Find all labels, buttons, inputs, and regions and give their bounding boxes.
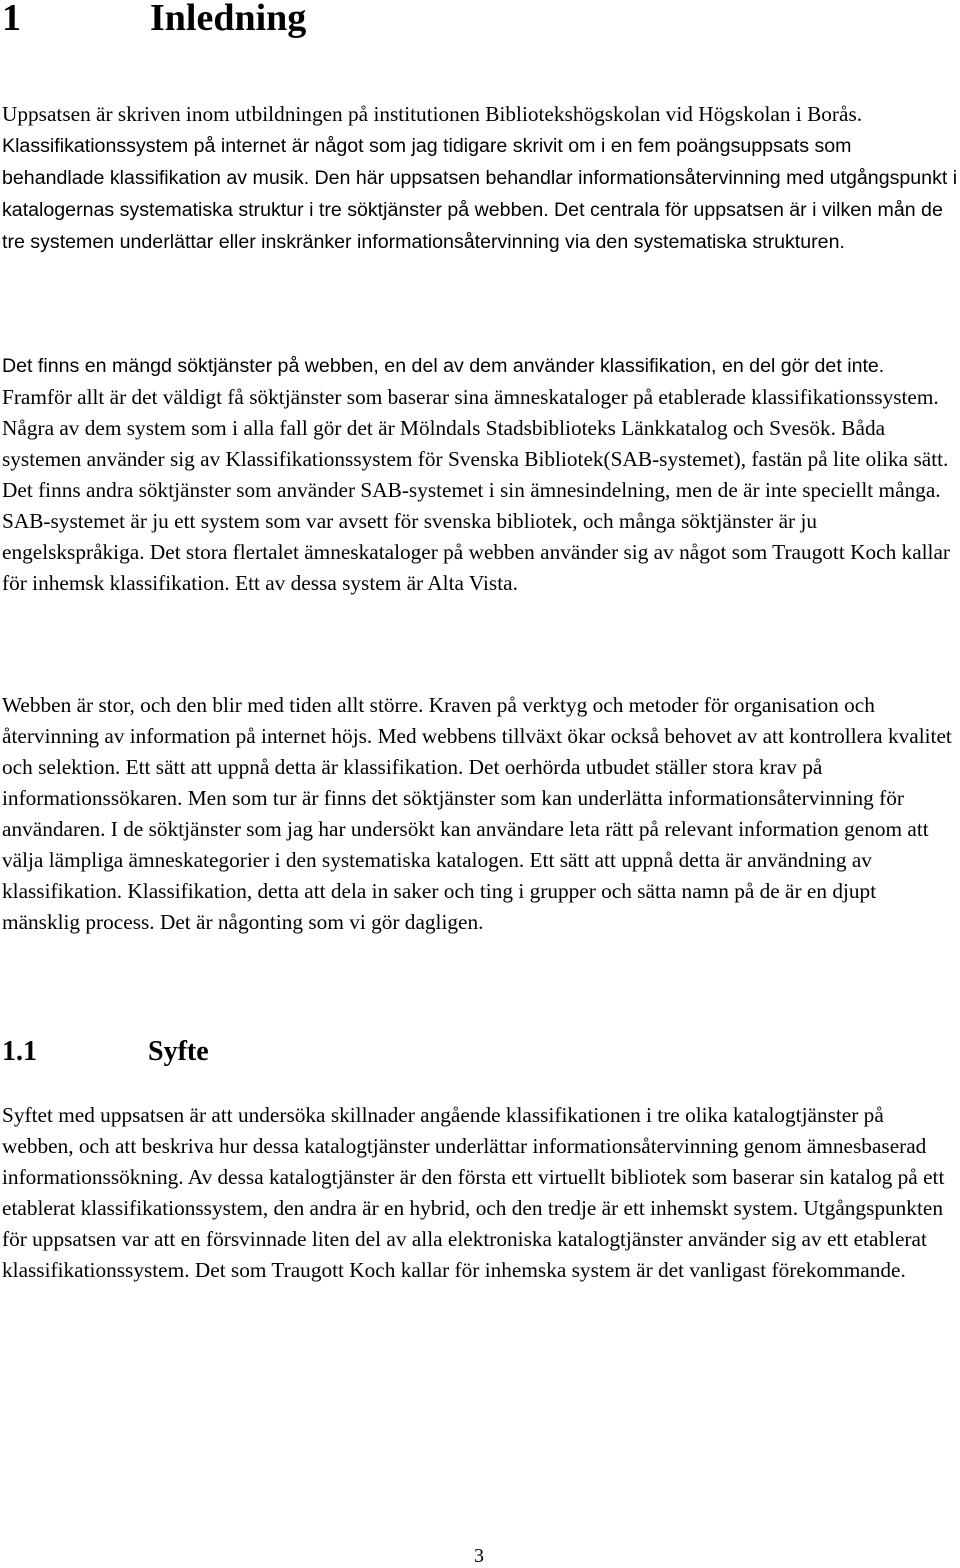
sentence: Men som tur är finns det söktjänster som kan underlätta informationsåtervinning för användaren. xyxy=(2,786,904,841)
sentence: Det oerhörda utbudet ställer stora krav på informationssökaren. xyxy=(2,755,823,810)
section-title: Syfte xyxy=(148,1036,209,1067)
paragraph-purpose xyxy=(2,1100,958,1286)
sentence: I de söktjänster som jag har undersökt kan användare leta rätt på relevant information genom att välja lämpliga ämneskategorier i den systematiska katalogen. xyxy=(2,817,929,872)
chapter-heading xyxy=(2,0,306,44)
sentence: Syftet med uppsatsen är att undersöka skillnader angående klassifikationen i tre olika katalogtjänster på webben, och att beskriva hur dessa katalogtjänster underlättar informationsåtervinning genom ämnesbaserad informationssökning. xyxy=(2,1103,927,1189)
sentence: Det är någonting som vi gör dagligen. xyxy=(159,910,484,934)
sentence: Framför allt är det väldigt få söktjänster som baserar sina ämneskataloger på etablerade klassifikationssystem. xyxy=(2,385,939,409)
sentence: SAB-systemet är ju ett system som var avsett för svenska bibliotek, och många söktjänster är ju engelskspråkiga. xyxy=(2,509,818,564)
sentence: Ett av dessa system är Alta Vista. xyxy=(235,571,518,595)
sentence: Båda systemen använder sig av Klassifikationssystem för Svenska Bibliotek(SAB-systemet), fastän på lite olika sätt. xyxy=(2,416,949,471)
sentence: Det centrala för uppsatsen är i vilken mån de tre systemen underlättar eller inskränker informationsåtervinning via den systematiska strukturen. xyxy=(2,199,943,253)
sentence: Det finns en mängd söktjänster på webben, en del av dem använder klassifikation, en del gör det inte. xyxy=(2,355,885,377)
sentence: Utgångspunkten för uppsatsen var att en försvinnade liten del av alla elektroniska katalogtjänster använder sig av ett etablerat klassifikationssystem. xyxy=(2,1196,943,1282)
sentence: Den här uppsatsen behandlar informationsåtervinning med utgångspunkt i katalogernas systematiska struktur i tre söktjänster på webben. xyxy=(2,167,958,221)
sentence: Uppsatsen är skriven inom utbildningen på institutionen Bibliotekshögskolan vid Högskolan i Borås. xyxy=(2,102,863,126)
sentence: Ett sätt att uppnå detta är användning av klassifikation. xyxy=(2,848,872,903)
sentence: Klassifikation, detta att dela in saker och ting i grupper och sätta namn på de är en djupt mänsklig process. xyxy=(2,879,877,934)
sentence: Det stora flertalet ämneskataloger på webben använder sig av något som Traugott Koch kallar för inhemsk klassifikation. xyxy=(2,540,951,595)
sentence: Ett sätt att uppnå detta är klassifikation. xyxy=(125,755,464,779)
section-heading xyxy=(2,1034,209,1070)
sentence: Det som Traugott Koch kallar för inhemska system är det vanligast förekommande. xyxy=(194,1258,906,1282)
sentence: Webben är stor, och den blir med tiden allt större. xyxy=(2,693,424,717)
page-number: 3 xyxy=(474,1545,484,1567)
paragraph-search-services xyxy=(2,350,958,599)
sentence: Det finns andra söktjänster som använder SAB-systemet i sin ämnesindelning, men de är inte speciellt många. xyxy=(2,478,941,502)
paragraph-intro xyxy=(2,99,958,258)
sentence: Några av dem system som i alla fall gör det är Mölndals Stadsbiblioteks Länkkatalog och Svesök. xyxy=(2,416,836,440)
sentence: Av dessa katalogtjänster är den första ett virtuellt bibliotek som baserar sin katalog på ett etablerat klassifikationssystem, den andra är en hybrid, och den tredje är ett inhemskt system. xyxy=(2,1165,945,1220)
section-number: 1.1 xyxy=(2,1036,37,1067)
paragraph-web-growth xyxy=(2,690,958,938)
chapter-number: 1 xyxy=(2,0,21,39)
chapter-title: Inledning xyxy=(150,0,307,39)
sentence: Med webbens tillväxt ökar också behovet av att kontrollera kvalitet och selektion. xyxy=(2,724,952,779)
sentence: Kraven på verktyg och metoder för organisation och återvinning av information på internet höjs. xyxy=(2,693,875,748)
sentence: Klassifikationssystem på internet är något som jag tidigare skrivit om i en fem poängsuppsats som behandlade klassifikation av musik. xyxy=(2,135,852,189)
